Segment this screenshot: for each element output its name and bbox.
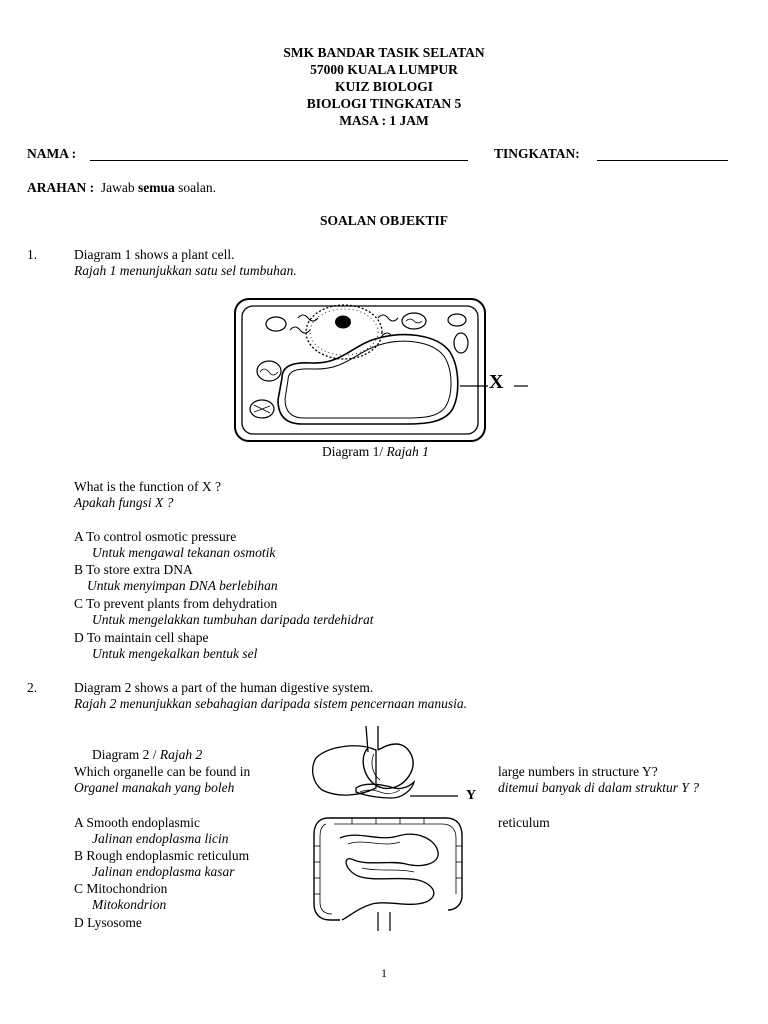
quiz-title: KUIZ BIOLOGI xyxy=(335,79,433,94)
q1-option-c-ms: Untuk mengelakkan tumbuhan daripada terdehidrat xyxy=(92,612,374,627)
q1-stem-ms: Rajah 1 menunjukkan satu sel tumbuhan. xyxy=(74,263,297,278)
school-name: SMK BANDAR TASIK SELATAN xyxy=(283,45,485,60)
class-field[interactable] xyxy=(597,160,728,161)
subject-title: BIOLOGI TINGKATAN 5 xyxy=(306,96,462,111)
name-field[interactable] xyxy=(90,160,468,161)
instructions xyxy=(27,180,216,196)
digestive-system-diagram xyxy=(298,726,488,931)
q1-option-b-ms: Untuk menyimpan DNA berlebihan xyxy=(87,578,278,593)
q2-question-en-right: large numbers in structure Y? xyxy=(498,764,658,779)
q1-stem-en: Diagram 1 shows a plant cell. xyxy=(74,247,235,262)
q2-option-b-ms: Jalinan endoplasma kasar xyxy=(92,864,235,879)
q2-stem-ms: Rajah 2 menunjukkan sebahagian daripada sistem pencernaan manusia. xyxy=(74,696,467,711)
q1-option-d-ms: Untuk mengekalkan bentuk sel xyxy=(92,646,258,661)
plant-cell-diagram xyxy=(232,296,532,446)
instructions-label: ARAHAN : xyxy=(27,180,95,195)
q2-caption-en: Diagram 2 / xyxy=(92,747,160,762)
q2-option-c-ms: Mitokondrion xyxy=(92,897,167,912)
instructions-text-bold: semua xyxy=(138,180,175,195)
q2-question-ms-left: Organel manakah yang boleh xyxy=(74,780,235,795)
q1-option-b-en[interactable]: B To store extra DNA xyxy=(74,562,193,577)
q2-caption xyxy=(92,747,202,763)
q2-stem-en: Diagram 2 shows a part of the human digestive system. xyxy=(74,680,374,695)
q1-caption-en: Diagram 1/ xyxy=(322,444,387,459)
q2-number: 2. xyxy=(27,680,38,695)
q1-option-a-ms: Untuk mengawal tekanan osmotik xyxy=(92,545,276,560)
q1-number: 1. xyxy=(27,247,38,262)
q2-caption-ms: Rajah 2 xyxy=(159,747,203,762)
q2-option-c-en[interactable]: C Mitochondrion xyxy=(74,881,168,896)
q1-option-d-en[interactable]: D To maintain cell shape xyxy=(74,630,209,645)
q1-caption xyxy=(322,444,429,460)
name-label: NAMA : xyxy=(27,146,77,161)
q2-question-ms-right: ditemui banyak di dalam struktur Y ? xyxy=(498,780,699,795)
q1-question-en: What is the function of X ? xyxy=(74,479,221,494)
section-title: SOALAN OBJEKTIF xyxy=(320,213,448,228)
q1-caption-ms: Rajah 1 xyxy=(386,444,429,459)
instructions-text-suffix: soalan. xyxy=(174,180,216,195)
label-x: X xyxy=(489,371,504,393)
q2-option-a-en[interactable]: A Smooth endoplasmic xyxy=(74,815,200,830)
label-y: Y xyxy=(466,788,477,803)
q2-option-d-en[interactable]: D Lysosome xyxy=(74,915,142,930)
q2-option-a-en-right: reticulum xyxy=(498,815,550,830)
q1-option-a-en[interactable]: A To control osmotic pressure xyxy=(74,529,237,544)
school-address: 57000 KUALA LUMPUR xyxy=(310,62,458,77)
q1-option-c-en[interactable]: C To prevent plants from dehydration xyxy=(74,596,278,611)
q2-option-b-en[interactable]: B Rough endoplasmic reticulum xyxy=(74,848,250,863)
instructions-text-prefix: Jawab xyxy=(100,180,138,195)
time-allowed: MASA : 1 JAM xyxy=(339,113,429,128)
q2-option-a-ms: Jalinan endoplasma licin xyxy=(92,831,229,846)
q2-question-en-left: Which organelle can be found in xyxy=(74,764,251,779)
class-label: TINGKATAN: xyxy=(494,146,580,161)
q1-question-ms: Apakah fungsi X ? xyxy=(74,495,174,510)
page-number: 1 xyxy=(381,966,387,980)
